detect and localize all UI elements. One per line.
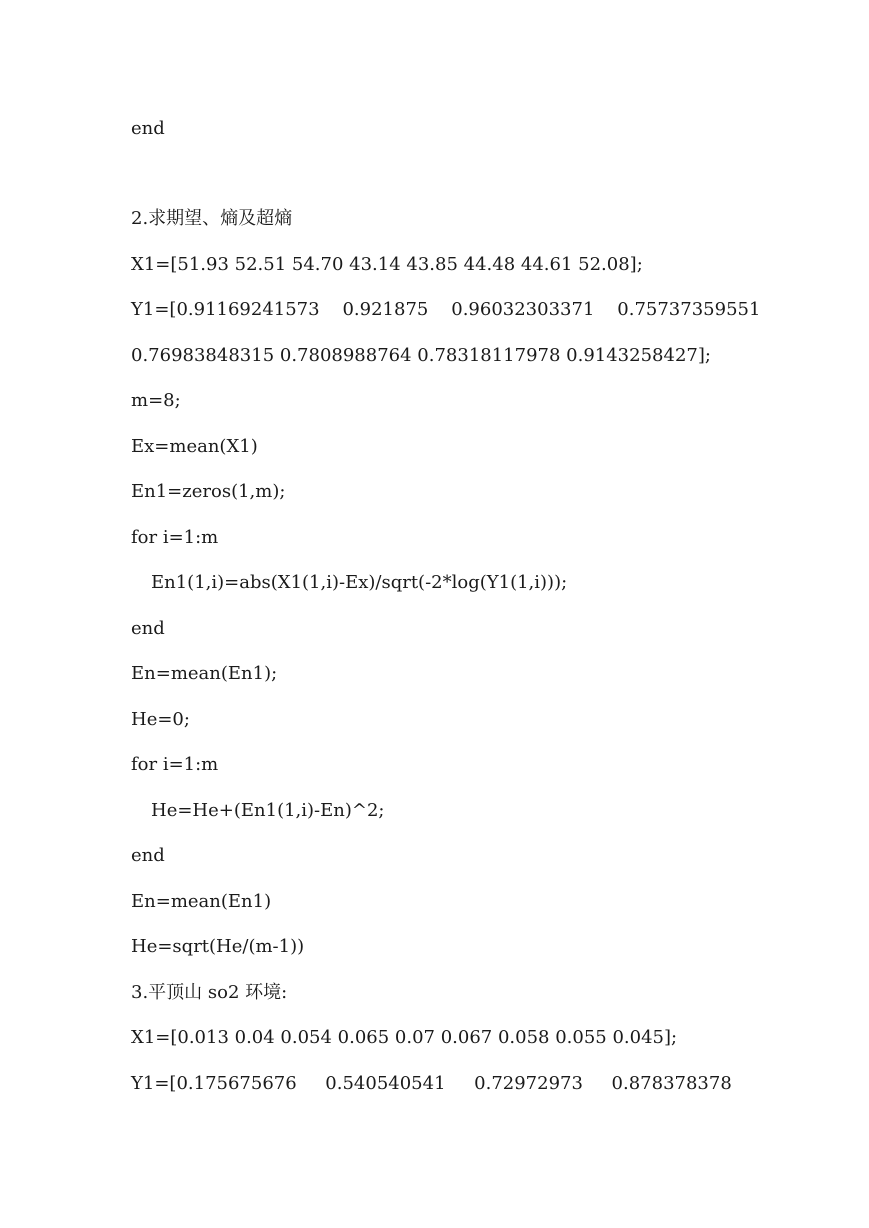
code-line-for-loop: for i=1:m <box>131 527 219 548</box>
code-line-en-mean-display: En=mean(En1) <box>131 891 272 912</box>
code-line-m-assign: m=8; <box>131 390 181 411</box>
code-line-y1-array-start: Y1=[0.91169241573 0.921875 0.96032303371 0.75737359551 <box>131 299 761 320</box>
code-line-en-mean: En=mean(En1); <box>131 663 278 684</box>
code-line-he-zero: He=0; <box>131 709 190 730</box>
code-line-en1-compute: En1(1,i)=abs(X1(1,i)-Ex)/sqrt(-2*log(Y1(1,i))); <box>151 572 568 593</box>
code-line-end: end <box>131 618 165 639</box>
code-line-end: end <box>131 118 165 139</box>
section-heading-expectation-entropy: 2.求期望、熵及超熵 <box>131 208 293 229</box>
code-line-ex-mean: Ex=mean(X1) <box>131 436 258 457</box>
code-line-en1-zeros: En1=zeros(1,m); <box>131 481 286 502</box>
code-line-x1-array: X1=[51.93 52.51 54.70 43.14 43.85 44.48 44.61 52.08]; <box>131 254 643 275</box>
code-line-y1-array-so2: Y1=[0.175675676 0.540540541 0.72972973 0.878378378 <box>131 1073 732 1094</box>
code-line-he-accumulate: He=He+(En1(1,i)-En)^2; <box>151 800 385 821</box>
code-line-x1-array-so2: X1=[0.013 0.04 0.054 0.065 0.07 0.067 0.058 0.055 0.045]; <box>131 1027 678 1048</box>
code-line-for-loop: for i=1:m <box>131 754 219 775</box>
section-heading-pingdingshan-so2: 3.平顶山 so2 环境: <box>131 982 288 1003</box>
code-line-y1-array-end: 0.76983848315 0.7808988764 0.78318117978 0.9143258427]; <box>131 345 711 366</box>
code-line-he-sqrt: He=sqrt(He/(m-1)) <box>131 936 305 957</box>
code-line-end: end <box>131 845 165 866</box>
